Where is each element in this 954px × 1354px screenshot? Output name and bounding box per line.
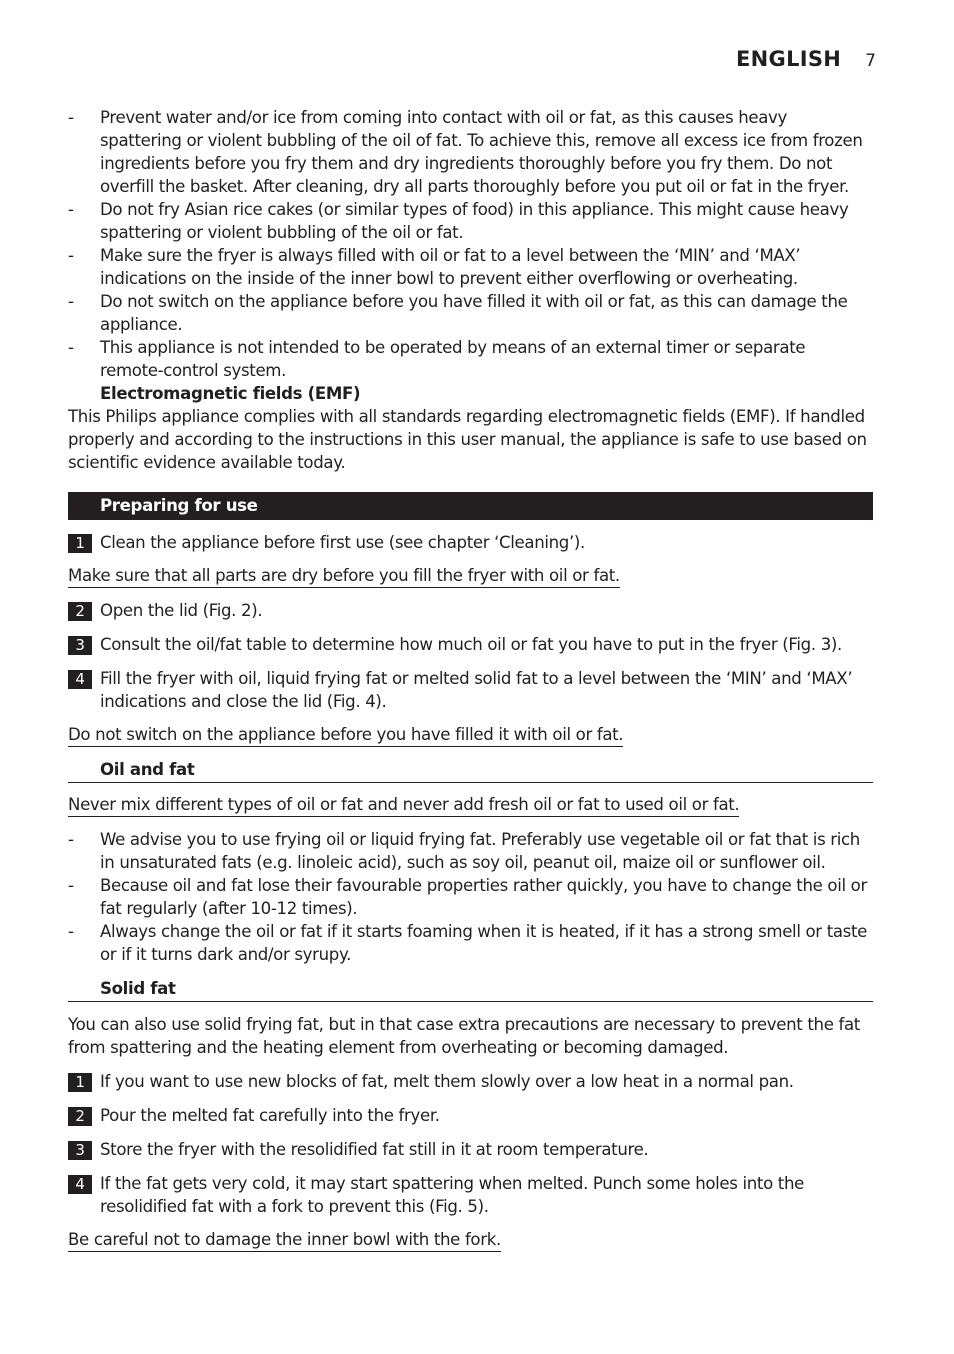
note-never-mix: Never mix different types of oil or fat and never add fresh oil or fat to used oil or fat.: [68, 794, 739, 817]
dash-marker: -: [68, 292, 74, 311]
solid-fat-heading: Solid fat: [68, 977, 873, 1002]
list-item: [68, 336, 873, 382]
list-item: [68, 874, 873, 920]
step-text: Store the fryer with the resolidified fat still in it at room temperature.: [100, 1140, 649, 1159]
list-item: [68, 828, 873, 874]
emf-heading: Electromagnetic fields (EMF): [100, 384, 361, 403]
step-text: If the fat gets very cold, it may start spattering when melted. Punch some holes into the resolidified fat with a fork to prevent this (Fig. 5).: [100, 1174, 804, 1216]
list-item: [68, 290, 873, 336]
solid-fat-paragraph: You can also use solid frying fat, but in that case extra precautions are necessary to prevent the fat from spattering and the heating element from overheating or becoming damaged.: [68, 1015, 860, 1057]
dash-marker: -: [68, 108, 74, 127]
page-number: 7: [865, 51, 876, 71]
dash-marker: -: [68, 876, 74, 895]
dash-marker: -: [68, 200, 74, 219]
step-number-badge: 3: [68, 1141, 92, 1160]
note-careful-fork: Be careful not to damage the inner bowl with the fork.: [68, 1229, 501, 1252]
step-text: Clean the appliance before first use (see chapter ‘Cleaning’).: [100, 533, 585, 552]
oil-and-fat-heading: Oil and fat: [68, 758, 873, 783]
bullet-text: Do not switch on the appliance before you have filled it with oil or fat, as this can damage the appliance.: [100, 292, 848, 334]
step-item: [68, 1138, 873, 1161]
step-text: Consult the oil/fat table to determine how much oil or fat you have to put in the fryer (Fig. 3).: [100, 635, 842, 654]
bullet-text: We advise you to use frying oil or liquid frying fat. Preferably use vegetable oil or fat that is rich in unsaturated fats (e.g. linoleic acid), such as soy oil, peanut oil, maize oil or sunflower oil.: [100, 830, 860, 872]
step-text: Open the lid (Fig. 2).: [100, 601, 263, 620]
bullet-text: Because oil and fat lose their favourable properties rather quickly, you have to change the oil or fat regularly (after 10-12 times).: [100, 876, 867, 918]
intro-bullet-list: [68, 106, 873, 382]
bullet-text: Make sure the fryer is always filled with oil or fat to a level between the ‘MIN’ and ‘MAX’ indications on the inside of the inner bowl to prevent either overflowing or overheating.: [100, 246, 801, 288]
list-item: [68, 244, 873, 290]
list-item: [68, 920, 873, 966]
list-item: [68, 106, 873, 198]
page-content: [68, 106, 873, 1252]
note-do-not-switch-on: Do not switch on the appliance before you have filled it with oil or fat.: [68, 724, 623, 747]
step-text: Fill the fryer with oil, liquid frying fat or melted solid fat to a level between the ‘MIN’ and ‘MAX’ indications and close the lid (Fig. 4).: [100, 669, 853, 711]
section-heading-preparing: Preparing for use: [68, 492, 873, 520]
language-label: ENGLISH: [736, 47, 842, 71]
step-number-badge: 2: [68, 602, 92, 621]
dash-marker: -: [68, 338, 74, 357]
dash-marker: -: [68, 922, 74, 941]
step-item: [68, 1172, 873, 1218]
step-text: If you want to use new blocks of fat, melt them slowly over a low heat in a normal pan.: [100, 1072, 794, 1091]
step-number-badge: 1: [68, 1073, 92, 1092]
bullet-text: This appliance is not intended to be operated by means of an external timer or separate remote-control system.: [100, 338, 806, 380]
step-number-badge: 1: [68, 534, 92, 553]
step-item: [68, 1070, 873, 1093]
step-item: [68, 1104, 873, 1127]
emf-paragraph: This Philips appliance complies with all standards regarding electromagnetic fields (EMF). If handled properly and according to the instructions in this user manual, the appliance is safe to use based on scientific evidence available today.: [68, 407, 867, 472]
bullet-text: Do not fry Asian rice cakes (or similar types of food) in this appliance. This might cause heavy spattering or violent bubbling of the oil or fat.: [100, 200, 849, 242]
step-item: [68, 667, 873, 713]
step-number-badge: 2: [68, 1107, 92, 1126]
step-item: [68, 531, 873, 554]
step-number-badge: 4: [68, 1175, 92, 1194]
note-dry-parts: Make sure that all parts are dry before you fill the fryer with oil or fat.: [68, 565, 620, 588]
bullet-text: Prevent water and/or ice from coming into contact with oil or fat, as this causes heavy spattering or violent bubbling of the oil of fat. To achieve this, remove all excess ice from frozen ingredients before you fry them and dry ingredients thoroughly before you fry them. Do not overfill the basket. After cleaning, dry all parts thoroughly before you put oil or fat in the fryer.: [100, 108, 863, 196]
page-header: [736, 47, 876, 71]
dash-marker: -: [68, 246, 74, 265]
dash-marker: -: [68, 830, 74, 849]
step-number-badge: 4: [68, 670, 92, 689]
step-item: [68, 599, 873, 622]
step-text: Pour the melted fat carefully into the fryer.: [100, 1106, 440, 1125]
oil-fat-bullet-list: [68, 828, 873, 966]
step-number-badge: 3: [68, 636, 92, 655]
bullet-text: Always change the oil or fat if it starts foaming when it is heated, if it has a strong smell or taste or if it turns dark and/or syrupy.: [100, 922, 867, 964]
list-item: [68, 198, 873, 244]
step-item: [68, 633, 873, 656]
